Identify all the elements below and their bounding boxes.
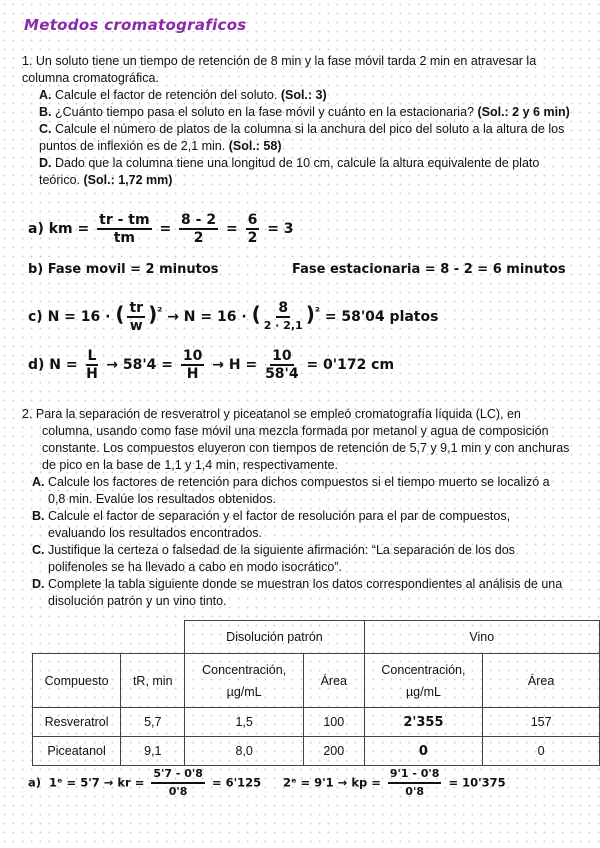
q1-c-letter: C. — [39, 122, 52, 136]
q1-item-a — [22, 87, 582, 104]
fraction-numerator: 9'1 - 0'8 — [388, 766, 442, 784]
answer-2a-fraction2 — [388, 766, 442, 800]
answer-c-label: c) — [28, 309, 43, 325]
table-row — [33, 737, 600, 766]
q2-d-text2: disolución patrón y un vino tinto. — [48, 594, 227, 608]
fraction-denominator: 2 · 2,1 — [263, 319, 303, 332]
q2-b-text1: Calcule el factor de separación y el factor de resolución para el par de compuestos, — [47, 509, 511, 523]
cell-compuesto: Resveratrol — [33, 708, 121, 737]
q2-d-text1: Complete la tabla siguiente donde se muestran los datos correspondientes al análisis de una — [47, 577, 563, 591]
answer-c-fraction1 — [127, 300, 145, 334]
q1-item-d — [22, 155, 582, 172]
cell-area: 100 — [303, 708, 364, 737]
cell-vino-conc: 0 — [364, 737, 483, 766]
q2-c-text1: Justifique la certeza o falsedad de la siguiente afirmación: “La separación de los dos — [47, 543, 515, 557]
answer-a-fraction2 — [179, 212, 218, 246]
answer-b-stationary: Fase estacionaria = 8 - 2 = 6 minutos — [292, 262, 566, 277]
table-header-row — [33, 654, 600, 708]
fraction-denominator: w — [129, 318, 143, 334]
fraction-numerator: 6 — [247, 212, 258, 228]
fraction-numerator: 10 — [182, 348, 203, 364]
answer-c-arrow: → N = 16 · — [167, 309, 247, 325]
fraction-numerator: L — [87, 348, 97, 364]
fraction-numerator: 8 — [278, 300, 289, 316]
fraction-numerator: 5'7 - 0'8 — [151, 766, 205, 784]
group-header-patron: Disolución patrón — [185, 621, 364, 654]
q1-item-b — [22, 104, 582, 121]
fraction-denominator: 0'8 — [405, 785, 424, 798]
answer-a-fraction3 — [246, 212, 260, 246]
header-area2: Área — [483, 654, 600, 708]
table-row — [33, 708, 600, 737]
cell-tr: 5,7 — [121, 708, 185, 737]
q2-line2: columna, usando como fase móvil una mezcla formada por metanol y agua de composición — [42, 424, 549, 438]
answer-a-label: a) — [28, 221, 44, 237]
cell-vino-area: 157 — [483, 708, 600, 737]
q1-d-text1: Dado que la columna tiene una longitud de 10 cm, calcule la altura equivalente de plato — [54, 156, 540, 170]
header-conc1-a: Concentración, — [202, 662, 287, 677]
q1-a-text: Calcule el factor de retención del soluto. — [54, 88, 278, 102]
fraction-denominator: tm — [113, 230, 135, 246]
answer-a — [28, 212, 294, 246]
q1-c-text2: puntos de inflexión es de 2,1 min. — [39, 139, 226, 153]
cell-compuesto: Piceatanol — [33, 737, 121, 766]
header-conc2-a: Concentración, — [381, 662, 466, 677]
q2-line1: 2. Para la separación de resveratrol y piceatanol se empleó cromatografía líquida (LC), en — [22, 407, 521, 421]
cell-area: 200 — [303, 737, 364, 766]
header-area1: Área — [303, 654, 364, 708]
q1-intro-line2: columna cromatográfica. — [22, 71, 159, 85]
fraction-numerator: tr — [129, 300, 144, 316]
fraction-denominator: 2 — [193, 230, 204, 246]
fraction-numerator: 10 — [272, 348, 292, 364]
q1-d-solution: (Sol.: 1,72 mm) — [83, 173, 173, 187]
q1-b-text: ¿Cuánto tiempo pasa el soluto en la fase móvil y cuánto en la estacionaria? — [54, 105, 474, 119]
answer-b-label: b) — [28, 262, 44, 277]
q2-b-letter: B. — [32, 509, 45, 523]
answer-d-label: d) — [28, 357, 45, 373]
q2-item-a — [22, 474, 570, 491]
header-conc1 — [185, 654, 304, 708]
question-1 — [22, 53, 582, 189]
q2-a-text1: Calcule los factores de retención para dichos compuestos si el tiempo muerto se localizó a — [47, 475, 550, 489]
answer-c-lhs: N = 16 · — [47, 309, 111, 325]
group-header-vino: Vino — [364, 621, 599, 654]
q1-d-letter: D. — [39, 156, 52, 170]
q1-b-solution: (Sol.: 2 y 6 min) — [477, 105, 570, 119]
answer-2a-part2 — [283, 766, 506, 800]
question-2 — [22, 406, 570, 610]
fraction-numerator: 8 - 2 — [181, 212, 217, 228]
answer-b-right — [292, 262, 566, 277]
q2-line4: de pico en la base de 1,1 y 1,4 min, respectivamente. — [42, 458, 339, 472]
fraction-denominator: 2 — [247, 230, 258, 246]
cell-conc: 8,0 — [185, 737, 304, 766]
answer-2a-result2: = 10'375 — [448, 775, 506, 790]
header-conc2 — [364, 654, 483, 708]
table-group-header — [33, 621, 600, 654]
q1-a-solution: (Sol.: 3) — [280, 88, 327, 102]
fraction-denominator: H — [186, 366, 199, 382]
answer-d-mid: → 58'4 = — [106, 357, 174, 373]
q2-d-letter: D. — [32, 577, 45, 591]
answer-2a-line2: 2ᵉ = 9'1 → kp = — [283, 775, 381, 790]
q1-c-solution: (Sol.: 58) — [228, 139, 282, 153]
header-conc1-b: µg/mL — [226, 684, 262, 699]
q2-a-letter: A. — [32, 475, 45, 489]
q1-c-text1: Calcule el número de platos de la columna si la anchura del pico del soluto a la altura de los — [54, 122, 565, 136]
q2-b-text2: evaluando los resultados encontrados. — [48, 526, 263, 540]
data-table — [32, 620, 600, 766]
answer-a-fraction1 — [97, 212, 151, 246]
q1-a-letter: A. — [39, 88, 52, 102]
answer-d-fraction3 — [265, 348, 299, 382]
cell-vino-area: 0 — [483, 737, 600, 766]
answer-d-mid2: → H = — [212, 357, 258, 373]
answer-d-result: = 0'172 cm — [306, 357, 395, 373]
q2-a-text2: 0,8 min. Evalúe los resultados obtenidos. — [48, 492, 276, 506]
square-exponent: ² — [314, 304, 320, 319]
cell-conc: 1,5 — [185, 708, 304, 737]
answer-a-result: = 3 — [267, 221, 294, 237]
answer-2a-label: a) — [28, 775, 42, 790]
answer-d-lhs: N = — [49, 357, 78, 373]
fraction-numerator: tr - tm — [99, 212, 150, 228]
answer-a-lhs: km = — [48, 221, 90, 237]
answer-d-fraction1 — [86, 348, 99, 382]
q2-c-text2: polifenoles se ha llevado a cabo en modo isocrático”. — [48, 560, 342, 574]
q2-item-c — [22, 542, 570, 559]
cell-vino-conc: 2'355 — [364, 708, 483, 737]
answer-2a-fraction1 — [151, 766, 205, 800]
answer-2a-line1: 1ᵉ = 5'7 → kr = — [49, 775, 145, 790]
fraction-denominator: 0'8 — [168, 785, 188, 798]
header-conc2-b: µg/mL — [405, 684, 441, 699]
answer-d — [28, 348, 394, 382]
q1-item-c-cont — [22, 138, 582, 155]
answer-c-fraction2 — [264, 300, 303, 334]
q1-intro-line1: 1. Un soluto tiene un tiempo de retención de 8 min y la fase móvil tarda 2 min en atravesar la — [22, 54, 537, 68]
q2-line3: constante. Los compuestos eluyeron con tiempos de retención de 5,7 y 9,1 min y con anchuras — [42, 441, 570, 455]
answer-c: c) N = 16 · ( $\frac{tr}{w}$ )$^{^2}$ → N = 16 · ( $\frac{8}{2 \cdot 2,1}$ )$^{^2}$ = 58'04 platos — [28, 300, 439, 334]
square-exponent: ² — [157, 304, 163, 319]
q1-item-d-cont — [22, 172, 582, 189]
cell-tr: 9,1 — [121, 737, 185, 766]
fraction-denominator: H — [86, 366, 98, 382]
header-compuesto: Compuesto — [33, 654, 121, 708]
q1-d-text2: teórico. — [39, 173, 80, 187]
equals: = — [225, 221, 238, 237]
answer-2a-result1: = 6'125 — [211, 775, 262, 790]
answer-b-mobile: Fase movil = 2 minutos — [47, 262, 219, 277]
q2-item-b — [22, 508, 570, 525]
answer-b — [28, 262, 219, 277]
q2-c-letter: C. — [32, 543, 45, 557]
q1-item-c — [22, 121, 582, 138]
page-title: Metodos cromatograficos — [24, 16, 247, 34]
equals: = — [159, 221, 172, 237]
fraction-denominator: 58'4 — [265, 366, 299, 382]
answer-2a — [28, 766, 261, 800]
q2-item-d — [22, 576, 570, 593]
q1-b-letter: B. — [39, 105, 52, 119]
answer-d-fraction2 — [181, 348, 204, 382]
answer-c-result: = 58'04 platos — [324, 309, 439, 325]
header-tr: tR, min — [121, 654, 185, 708]
